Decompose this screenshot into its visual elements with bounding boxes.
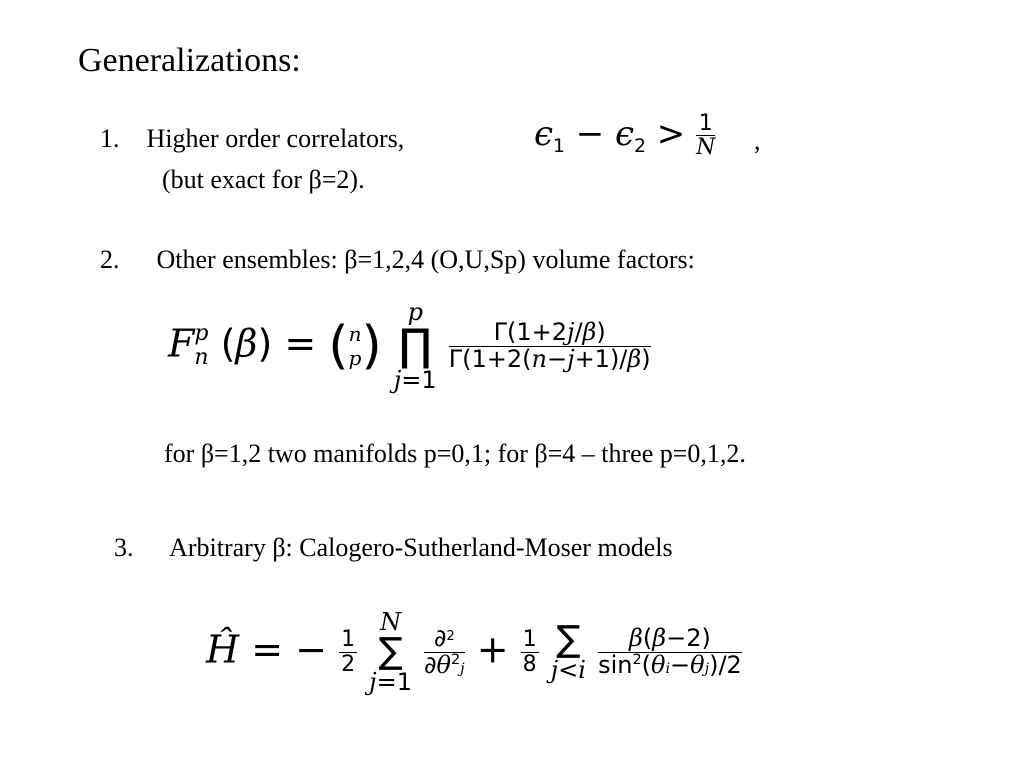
item-2-text: Other ensembles: β=1,2,4 (O,U,Sp) volume factors: xyxy=(156,245,695,274)
item-1-trailing-comma: , xyxy=(754,126,761,155)
item-3-line xyxy=(114,533,673,563)
item-2-line xyxy=(100,245,695,275)
item-2-number: 2. xyxy=(100,245,120,274)
item-3-text: Arbitrary β: Calogero-Sutherland-Moser models xyxy=(169,533,673,562)
slide-title: Generalizations: xyxy=(78,42,301,79)
item-1-text: Higher order correlators, xyxy=(146,124,405,153)
item-2-note: for β=1,2 two manifolds p=0,1; for β=4 – three p=0,1,2. xyxy=(164,439,746,468)
item-3-number: 3. xyxy=(114,533,134,562)
formula-energy-gap: ϵ1 − ϵ2 > $\frac{1}{N}$ xyxy=(534,111,716,161)
item-1-number: 1. xyxy=(100,124,120,153)
formula-hamiltonian: Ĥ = − $\frac{1}{2}$ N ∑ j=1 $\frac{\partial^2}{\partial\theta^2j}$ + $\frac{1}{8}$ ∑ j<i $\frac{\beta(\beta-2)}{\sin^2(\theta i-\theta j)/2}$ xyxy=(206,608,742,696)
formula-volume-factor: F p n (β) = ( n p ) p ∏ j=1 $\frac{\Gamma(1+2j/\beta)}{\Gamma(1+2(n-j+1)/\beta)}$ xyxy=(168,298,651,394)
item-1-line-2: (but exact for β=2). xyxy=(162,165,365,194)
item-1-line-1 xyxy=(100,124,404,154)
